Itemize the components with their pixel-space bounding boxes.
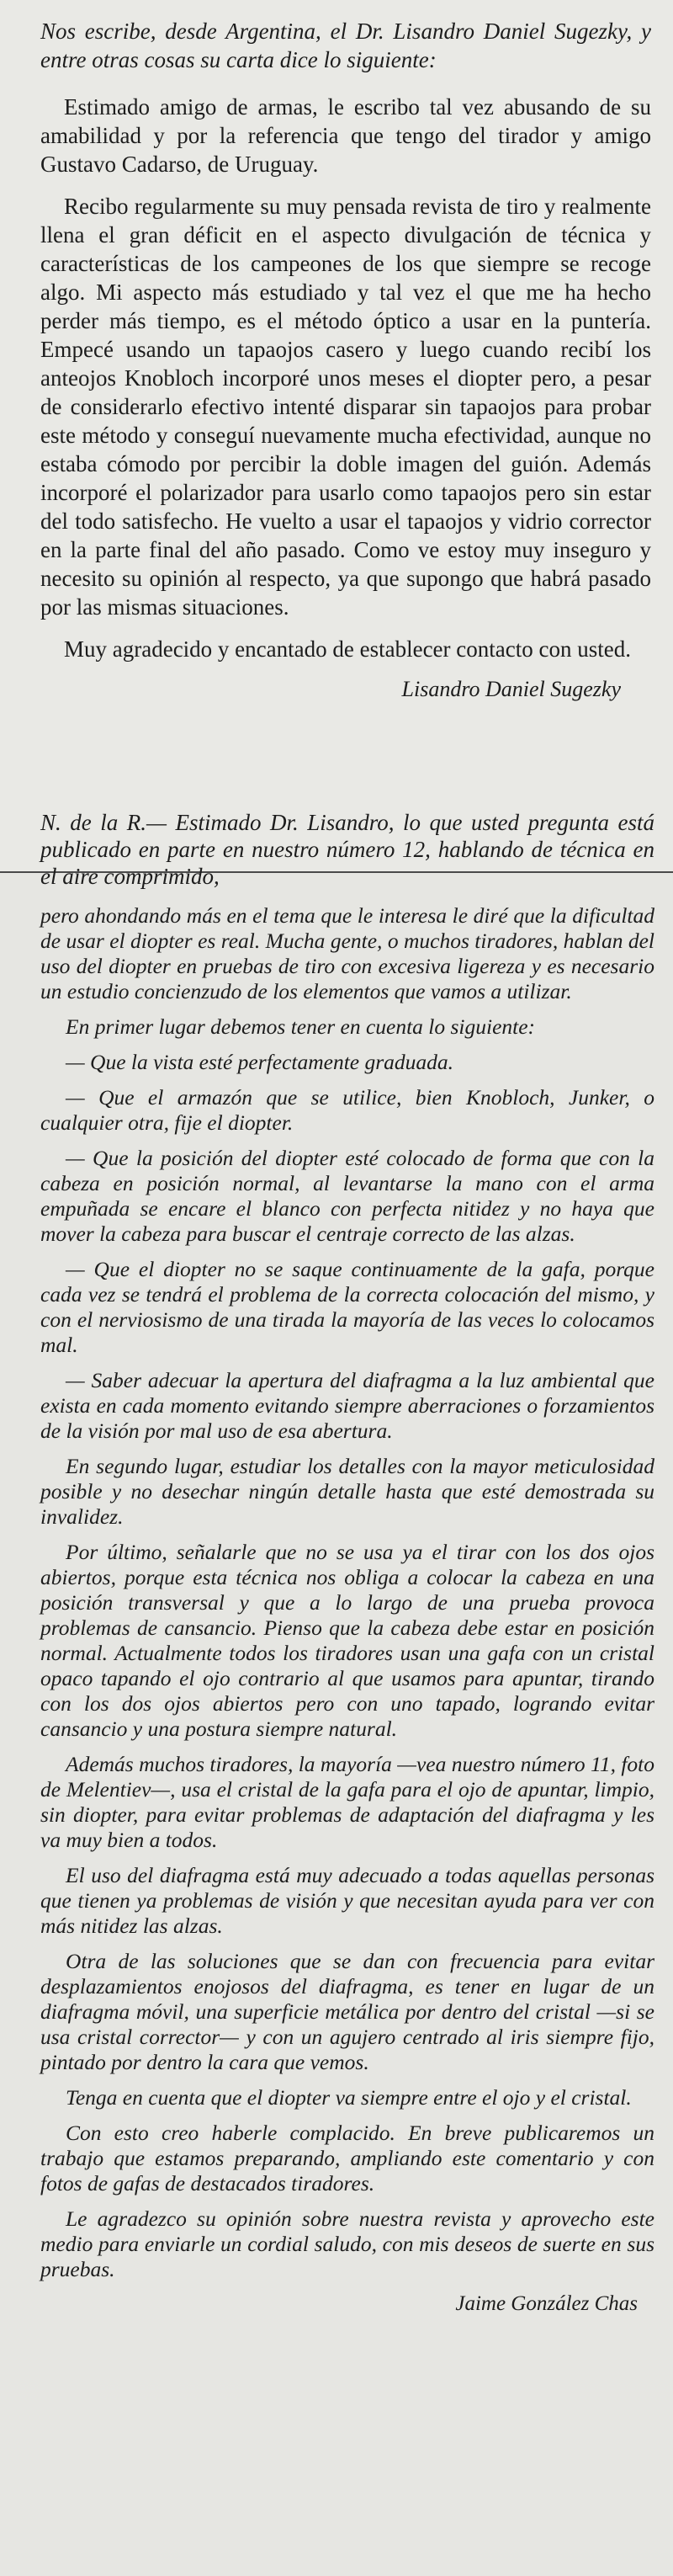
response-list-item: — Que el diopter no se saque continuamente de la gafa, porque cada vez se tendrá el problema de la correcta colocación del mismo, y con el nerviosismo de una tirada la mayoría de las veces lo colocamos mal.: [40, 1257, 654, 1357]
editor-note-intro: N. de la R.— Estimado Dr. Lisandro, lo que usted pregunta está publicado en parte en nuestro número 12, hablando de técnica en el aire comprimido,: [40, 810, 654, 889]
response-paragraph: Otra de las soluciones que se dan con frecuencia para evitar desplazamientos enojosos del diafragma, es tener en lugar de un diafragma móvil, una superficie metálica por dentro del cristal —si se usa cristal corrector— y con un agujero centrado al iris siempre fijo, pintado por dentro la cara que vemos.: [40, 1949, 654, 2074]
letter-paragraph: Muy agradecido y encantado de establecer contacto con usted.: [64, 636, 631, 662]
letter-paragraph: Recibo regularmente su muy pensada revista de tiro y realmente llena el gran déficit en el aspecto divulgación de técnica y características de los campeones de los que siempre se recoge algo. Mi aspecto más estudiado y tal vez el que me ha hecho perder más tiempo, es el método óptico a usar en la puntería. Empecé usando un tapaojos casero y luego cuando recibí los anteojos Knobloch incorporé unos meses el diopter pero, a pesar de considerarlo efectivo intenté disparar sin tapaojos para probar este método y conseguí nuevamente mucha efectividad, aunque no estaba cómodo por percibir la doble imagen del guión. Además incorporé el polarizador para usarlo como tapaojos pero sin estar del todo satisfecho. He vuelto a usar el tapaojos y vidrio corrector en la parte final del año pasado. Como ve estoy muy inseguro y necesito su opinión al respecto, ya que supongo que habrá pasado por las mismas situaciones.: [40, 194, 651, 620]
response-paragraph: Con esto creo haberle complacido. En breve publicaremos un trabajo que estamos preparando, ampliando este comentario y con fotos de gafas de destacados tiradores.: [40, 2121, 654, 2195]
response-paragraph: Por último, señalarle que no se usa ya el tirar con los dos ojos abiertos, porque esta técnica nos obliga a colocar la cabeza en una posición transversal y que a lo largo de una prueba provoca problemas de cansancio. Pienso que la cabeza debe estar en posición normal. Actualmente todos los tiradores usan una gafa con un cristal opaco tapando el ojo contrario al que usamos para apuntar, tirando con los dos ojos abiertos pero con uno tapado, logrando evitar cansancio y una postura siempre natural.: [40, 1540, 654, 1741]
response-paragraph: pero ahondando más en el tema que le interesa le diré que la dificultad de usar el diopter es real. Mucha gente, o muchos tiradores, hablan del uso del diopter en pruebas de tiro con excesiva ligereza y es necesario un estudio concienzudo de los elementos que vamos a utilizar.: [40, 903, 654, 1003]
response-paragraph: Además muchos tiradores, la mayoría —vea nuestro número 11, foto de Melentiev—, usa el cristal de la gafa para el ojo de apuntar, limpio, sin diopter, para evitar problemas de adaptación del diafragma y les va muy bien a todos.: [40, 1752, 655, 1852]
editor-response: [0, 810, 673, 2576]
letter-intro: Nos escribe, desde Argentina, el Dr. Lisandro Daniel Sugezky, y entre otras cosas su carta dice lo siguiente:: [40, 19, 651, 72]
letter-paragraph: Estimado amigo de armas, le escribo tal vez abusando de su amabilidad y por la referencia que tengo del tirador y amigo Gustavo Cadarso, de Uruguay.: [40, 94, 651, 177]
response-list-item: — Saber adecuar la apertura del diafragma a la luz ambiental que exista en cada momento evitando siempre aberraciones o forzamientos de la visión por mal uso de esa abertura.: [40, 1368, 654, 1443]
letter-signature: Lisandro Daniel Sugezky: [401, 677, 621, 701]
response-list-item: — Que la vista esté perfectamente graduada.: [66, 1050, 454, 1074]
response-paragraph: En primer lugar debemos tener en cuenta lo siguiente:: [66, 1014, 536, 1039]
response-paragraph: En segundo lugar, estudiar los detalles con la mayor meticulosidad posible y no desechar ningún detalle hasta que esté demostrada su invalidez.: [40, 1454, 654, 1529]
response-list-item: — Que el armazón que se utilice, bien Knobloch, Junker, o cualquier otra, fije el diopter.: [40, 1085, 654, 1135]
reader-letter: [0, 0, 673, 871]
response-paragraph: Tenga en cuenta que el diopter va siempre entre el ojo y el cristal.: [66, 2085, 632, 2110]
response-paragraph: El uso del diafragma está muy adecuado a todas aquellas personas que tienen ya problemas de visión y que necesitan ayuda para ver con más nitidez las alzas.: [40, 1863, 654, 1938]
response-signature: Jaime González Chas: [455, 2292, 638, 2315]
response-list-item: — Que la posición del diopter esté colocado de forma que con la cabeza en posición normal, al levantarse la mano con el arma empuñada se encare el blanco con perfecta nitidez y no haya que mover la cabeza para buscar el centraje correcto de las alzas.: [40, 1146, 654, 1246]
response-paragraph: Le agradezco su opinión sobre nuestra revista y aprovecho este medio para enviarle un cordial saludo, con mis deseos de suerte en sus pruebas.: [40, 2206, 654, 2281]
